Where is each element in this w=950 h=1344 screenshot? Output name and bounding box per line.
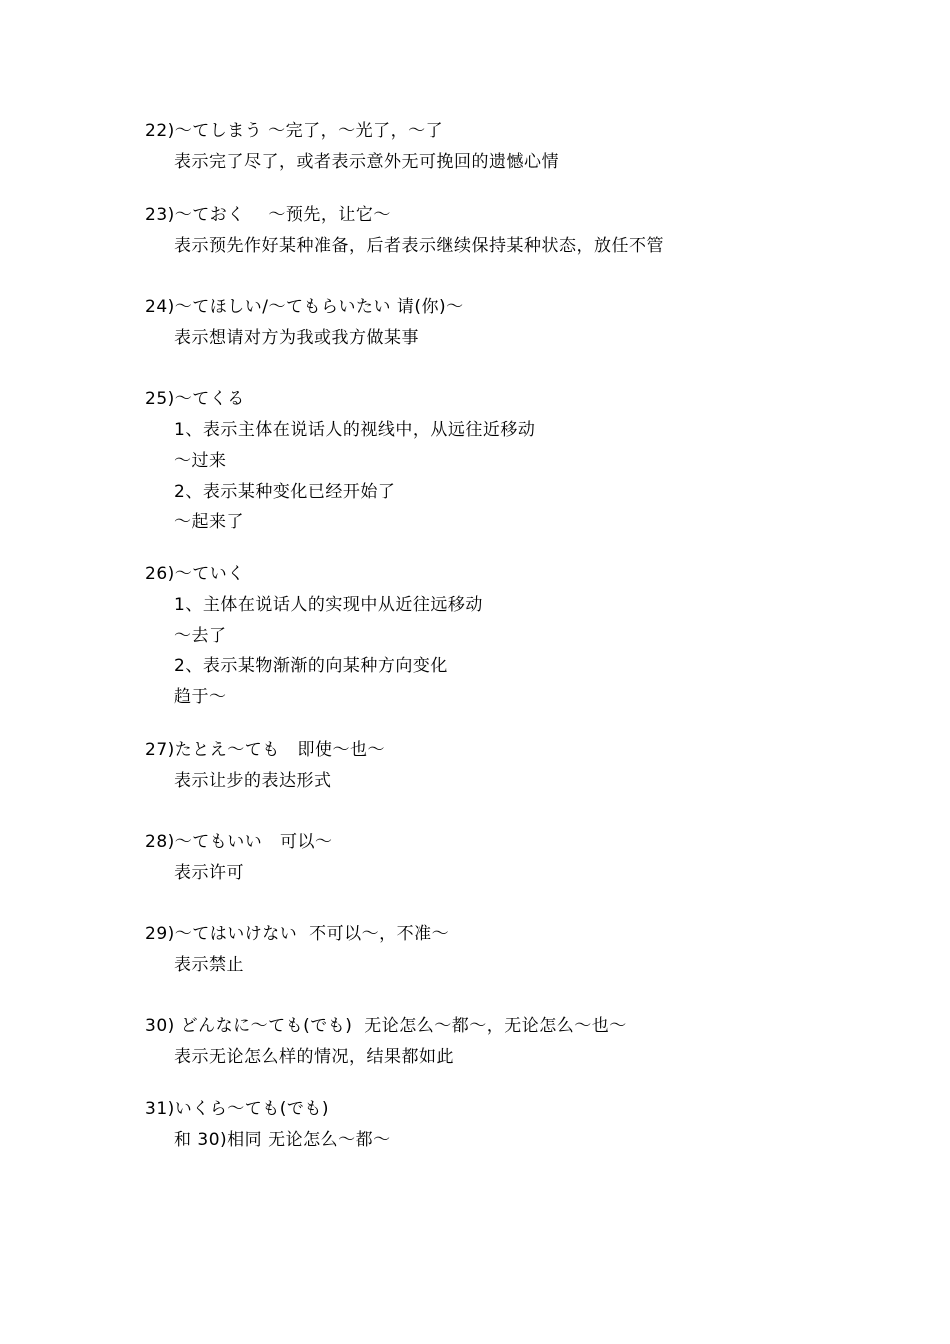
entry-30-heading: 30) どんなに～ても(でも) 无论怎么～都～，无论怎么～也～ [145, 1016, 627, 1036]
entry-25-heading: 25)～てくる [145, 389, 245, 409]
entry-26-line-1: 1、主体在说话人的实现中从近往远移动 [174, 595, 483, 615]
entry-26-heading: 26)～ていく [145, 564, 245, 584]
entry-26-line-4: 趋于～ [174, 687, 227, 707]
entry-31-line-1: 和 30)相同 无论怎么～都～ [174, 1130, 391, 1150]
entry-23-line-1: 表示预先作好某种准备，后者表示继续保持某种状态，放任不管 [174, 236, 664, 256]
entry-25-line-2: ～过来 [174, 451, 227, 471]
entry-26-line-3: 2、表示某物渐渐的向某种方向变化 [174, 656, 448, 676]
entry-25-line-3: 2、表示某种变化已经开始了 [174, 482, 396, 502]
entry-30-line-1: 表示无论怎么样的情况，结果都如此 [174, 1047, 454, 1067]
entry-28-heading: 28)～てもいい 可以～ [145, 832, 333, 852]
entry-28-line-1: 表示许可 [174, 863, 244, 883]
entry-26-line-2: ～去了 [174, 626, 227, 646]
entry-29-heading: 29)～てはいけない 不可以～，不准～ [145, 924, 450, 944]
entry-27-heading: 27)たとえ～ても 即使～也～ [145, 740, 385, 760]
entry-27-line-1: 表示让步的表达形式 [174, 771, 332, 791]
entry-22-line-1: 表示完了尽了，或者表示意外无可挽回的遗憾心情 [174, 152, 559, 172]
entry-22-heading: 22)～てしまう ～完了，～光了，～了 [145, 121, 444, 141]
entry-24-heading: 24)～てほしい/～てもらいたい 请(你)～ [145, 297, 464, 317]
entry-25-line-1: 1、表示主体在说话人的视线中，从远往近移动 [174, 420, 536, 440]
entry-25-line-4: ～起来了 [174, 512, 244, 532]
entry-29-line-1: 表示禁止 [174, 955, 244, 975]
entry-23-heading: 23)～ておく ～预先，让它～ [145, 205, 391, 225]
entry-31-heading: 31)いくら～ても(でも) [145, 1099, 330, 1119]
entry-24-line-1: 表示想请对方为我或我方做某事 [174, 328, 419, 348]
